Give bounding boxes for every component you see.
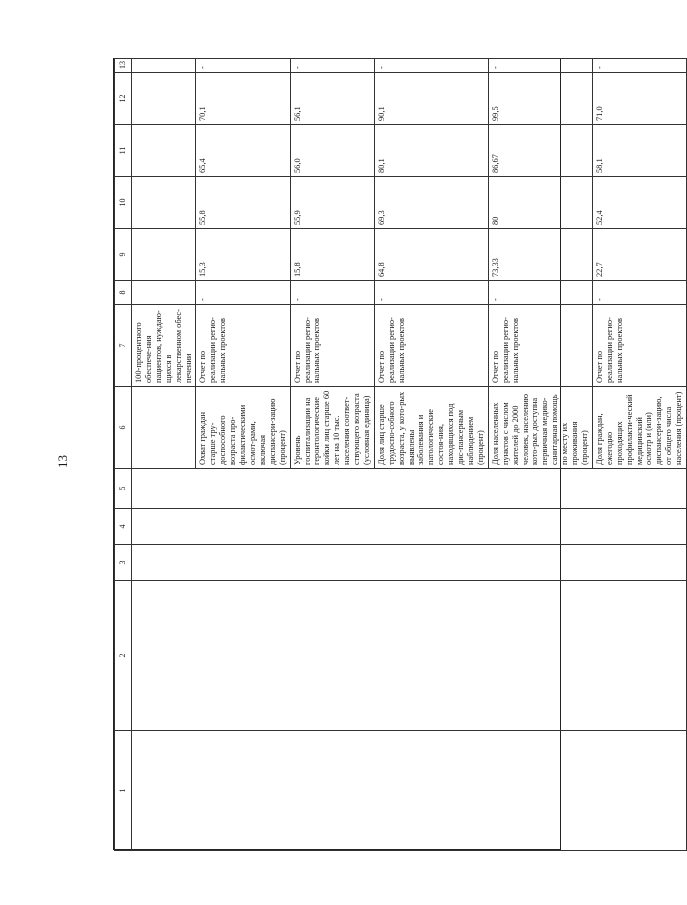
col-header-8: 8: [115, 281, 132, 305]
cell-c8: [132, 281, 196, 305]
cell-c10: 80: [488, 177, 592, 229]
col-header-2: 2: [115, 581, 132, 731]
cell-c9: 64,8: [374, 229, 488, 281]
cell-c12: 71,0: [592, 73, 686, 125]
cell-c9: 15,3: [196, 229, 290, 281]
cell-c9: [132, 229, 196, 281]
indicator-name-cell: Доля населенных пунктов с числом жителей до 2000 человек, населению кото-рых доступна первичная медико-санитарная помощь по месту их проживания (процент): [488, 387, 592, 469]
cell-c11: 80,1: [374, 125, 488, 177]
col-header-11: 11: [115, 125, 132, 177]
cell-c11: 86,67: [488, 125, 592, 177]
cell-c13: -: [374, 59, 488, 73]
cell-c12: 56,1: [290, 73, 374, 125]
document-table-frame: [113, 58, 684, 850]
cell-c11: 56,0: [290, 125, 374, 177]
indicator-name-cell: Доля граждан, ежегодно проходящих профилакти-ческий медицинский осмотр и (или) диспансери-зацию, от общего числа населения (процент): [592, 387, 686, 469]
cell-c10: [132, 177, 196, 229]
indicators-table: [114, 58, 687, 851]
cell-c11: 58,1: [592, 125, 686, 177]
indicator-name-cell: Доля лиц старше трудоспо-собного возраста, у кото-рых выявлены заболевания и патологические состоя-ния, находящихся под дис-пансерным наблюдением (процент): [374, 387, 488, 469]
cell-c10: 55,8: [196, 177, 290, 229]
cell-c10: 55,9: [290, 177, 374, 229]
source-cell: Отчет по реализации регио-нальных проектов: [488, 305, 592, 387]
cell-c12: [132, 73, 196, 125]
col-header-5: 5: [115, 469, 132, 509]
source-cell: Отчет по реализации регио-нальных проектов: [290, 305, 374, 387]
col-header-6: 6: [115, 387, 132, 469]
cell-c3: [132, 545, 687, 581]
indicator-name-cell: [132, 387, 196, 469]
cell-c8: -: [374, 281, 488, 305]
cell-c13: -: [488, 59, 592, 73]
source-cell: Отчет по реализации регио-нальных проектов: [374, 305, 488, 387]
cell-c9: 73,33: [488, 229, 592, 281]
source-cell: 100-процентного обеспече-ния пациентов, нуждаю-щихся в лекарственном обес-печении: [132, 305, 196, 387]
indicator-name-cell: Охват граждан старше тру-доспособного возраста про-филактическими осмот-рами, включая диспансери-зацию (процент): [196, 387, 290, 469]
cell-c8: -: [592, 281, 686, 305]
indicator-name-cell: Уровень госпитализации на геронтологические койки лиц старше 60 лет на 10 тыс. населения соответ-ствующего возраста (условная единица): [290, 387, 374, 469]
col-header-12: 12: [115, 73, 132, 125]
cell-c11: [132, 125, 196, 177]
col-header-7: 7: [115, 305, 132, 387]
cell-c10: 69,3: [374, 177, 488, 229]
cell-c2: [132, 581, 687, 731]
cell-c9: 15,8: [290, 229, 374, 281]
cell-c12: 70,1: [196, 73, 290, 125]
cell-c8: -: [488, 281, 592, 305]
table-row: [132, 59, 196, 851]
cell-c1: [132, 731, 687, 851]
cell-c9: 22,7: [592, 229, 686, 281]
col-header-10: 10: [115, 177, 132, 229]
col-header-1: 1: [115, 731, 132, 851]
cell-c12: 99,5: [488, 73, 592, 125]
source-cell: Отчет по реализации регио-нальных проектов: [592, 305, 686, 387]
col-header-9: 9: [115, 229, 132, 281]
cell-c4: [132, 509, 687, 545]
col-header-13: 13: [115, 59, 132, 73]
cell-c5: [132, 469, 687, 509]
cell-c13: [132, 59, 196, 73]
cell-c13: -: [592, 59, 686, 73]
cell-c13: -: [290, 59, 374, 73]
cell-c12: 90,1: [374, 73, 488, 125]
cell-c11: 65,4: [196, 125, 290, 177]
source-cell: Отчет по реализации регио-нальных проектов: [196, 305, 290, 387]
cell-c8: -: [290, 281, 374, 305]
col-header-4: 4: [115, 509, 132, 545]
rotated-table-container: [114, 59, 684, 851]
col-header-3: 3: [115, 545, 132, 581]
cell-c13: -: [196, 59, 290, 73]
cell-c10: 52,4: [592, 177, 686, 229]
header-row: [115, 59, 132, 851]
page-number: 13: [55, 455, 70, 468]
cell-c8: -: [196, 281, 290, 305]
